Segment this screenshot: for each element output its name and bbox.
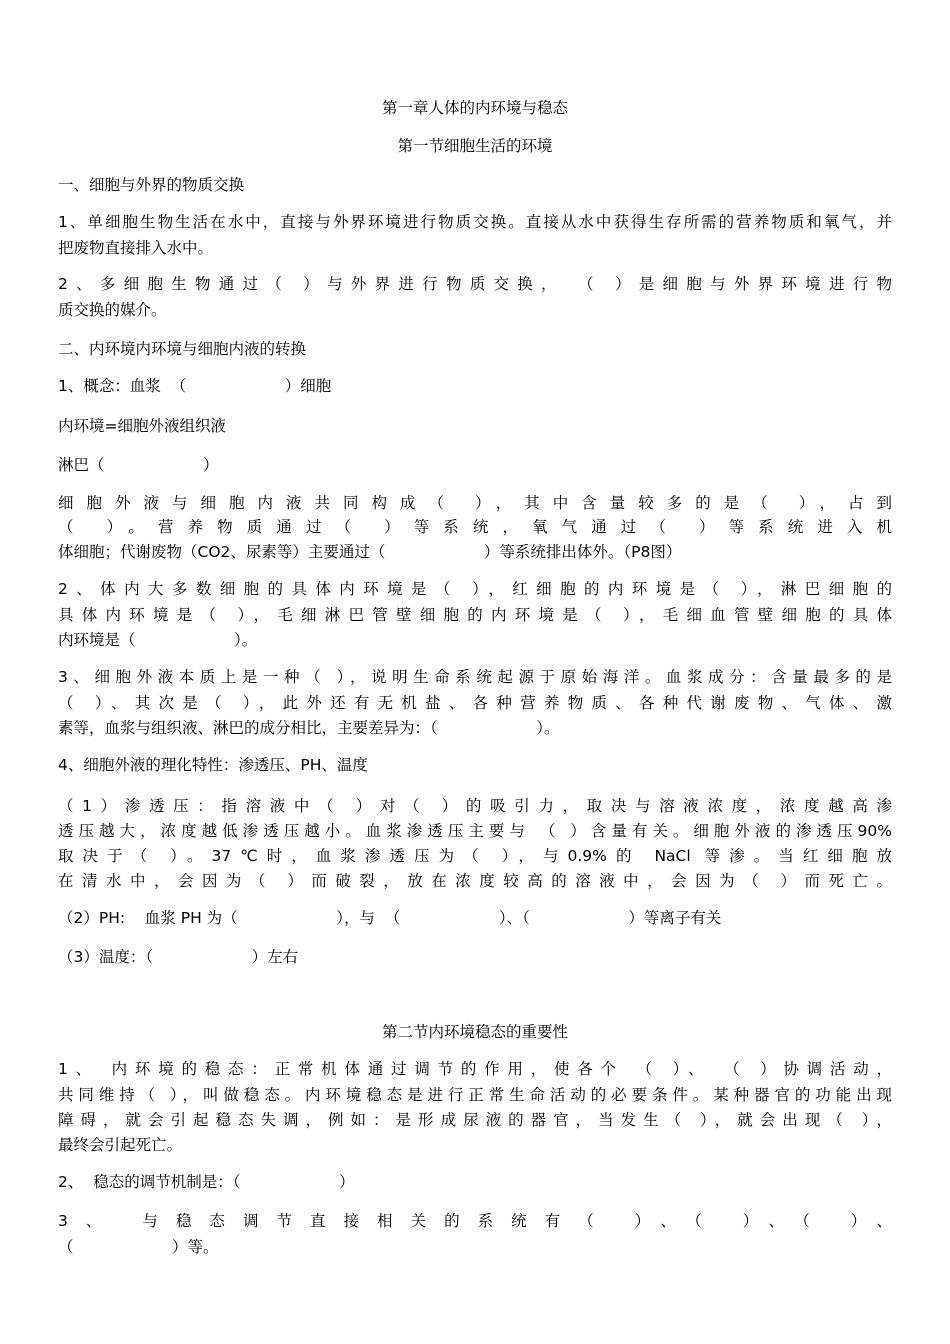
- paragraph-3-line-2: （ ）。营养物质通过（ ）等系统，氧气通过（ ）等系统进入机: [58, 518, 892, 536]
- paragraph-2-line-1: 2、多细胞生物通过（ ）与外界进行物质交换， （ ）是细胞与外界环境进行物: [58, 275, 892, 293]
- paragraph-7-line-4: 在清水中，会因为（ ）而破裂，放在浓度较高的溶液中，会因为（ ）而死亡。: [58, 872, 892, 890]
- paragraph-2-line-2: 质交换的媒介。: [58, 301, 167, 319]
- section-title-1: 第一节细胞生活的环境: [397, 137, 553, 155]
- question-1-line-2: 共同维持（ ），叫做稳态。内环境稳态是进行正常生命活动的必要条件。某种器官的功能出现: [58, 1086, 892, 1104]
- question-2: 2、 稳态的调节机制是：（ ）: [58, 1173, 355, 1191]
- question-1-line-1: 1、 内环境的稳态：正常机体通过调节的作用，使各个 （ ）、 （ ）协调活动，: [58, 1060, 892, 1078]
- paragraph-5-line-1: 3、细胞外液本质上是一种（ ），说明生命系统起源于原始海洋。血浆成分：含量最多的是: [58, 668, 892, 686]
- question-1-line-3: 障碍，就会引起稳态失调，例如：是形成尿液的器官，当发生（ ），就会出现（ ），: [58, 1111, 892, 1129]
- concept-line-3: 淋巴（ ）: [58, 456, 219, 474]
- paragraph-3-line-1: 细胞外液与细胞内液共同构成（ ），其中含量较多的是（ ），占到: [58, 494, 892, 512]
- heading-1: 一、细胞与外界的物质交换: [58, 176, 245, 194]
- paragraph-1-line-1: 1、单细胞生物生活在水中，直接与外界环境进行物质交换。直接从水中获得生存所需的营养物质和氧气，并: [58, 213, 892, 231]
- paragraph-4-line-3: 内环境是（ ）。: [58, 631, 258, 649]
- question-1-line-4: 最终会引起死亡。: [58, 1136, 183, 1154]
- paragraph-3-line-3: 体细胞；代谢废物（CO2、尿素等）主要通过（ ）等系统排出体外。（P8图）: [58, 543, 682, 561]
- paragraph-7-line-1: （1）渗透压：指溶液中（ ）对（ ）的吸引力，取决与溶液浓度，浓度越高渗: [58, 797, 892, 815]
- paragraph-9: （3）温度：（ ）左右: [58, 948, 299, 966]
- heading-2: 二、内环境内环境与细胞内液的转换: [58, 340, 307, 358]
- paragraph-4-line-1: 2、体内大多数细胞的具体内环境是（ ），红细胞的内环境是（ ），淋巴细胞的: [58, 580, 892, 598]
- paragraph-7-line-2: 透压越大，浓度越低渗透压越小。血浆渗透压主要与 （ ）含量有关。细胞外液的渗透压90%: [58, 822, 892, 840]
- paragraph-7-line-3: 取决于（ ）。37℃时，血浆渗透压为（ ），与0.9%的 NaCl 等渗。当红细胞放: [58, 847, 892, 865]
- question-3-line-1: 3、 与稳态调节直接相关的系统有（ ）、（ ）、（ ）、: [58, 1212, 892, 1230]
- section-title-2: 第二节内环境稳态的重要性: [381, 1023, 568, 1041]
- paragraph-6: 4、细胞外液的理化特性：渗透压、PH、温度: [58, 756, 368, 774]
- paragraph-8: （2）PH: 血浆 PH 为（ ），与 （ ）、（ ）等离子有关: [58, 909, 722, 927]
- concept-line-2: 内环境=细胞外液组织液: [58, 417, 226, 435]
- paragraph-4-line-2: 具体内环境是（ ），毛细淋巴管壁细胞的内环境是（ ），毛细血管壁细胞的具体: [58, 606, 892, 624]
- paragraph-1-line-2: 把废物直接排入水中。: [58, 239, 214, 257]
- question-3-line-2: （ ）等。: [58, 1238, 219, 1256]
- paragraph-5-line-3: 素等，血浆与组织液、淋巴的成分相比，主要差异为：（ ）。: [58, 719, 560, 737]
- chapter-title: 第一章人体的内环境与稳态: [381, 99, 568, 117]
- paragraph-5-line-2: （ ）、其次是（ ），此外还有无机盐、各种营养物质、各种代谢废物、气体、激: [58, 694, 892, 712]
- concept-line-1: 1、概念：血浆 （ ）细胞: [58, 377, 332, 395]
